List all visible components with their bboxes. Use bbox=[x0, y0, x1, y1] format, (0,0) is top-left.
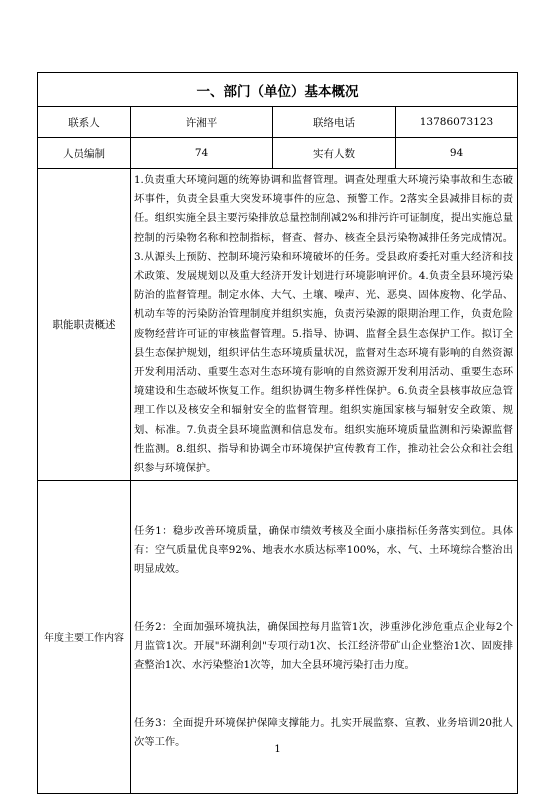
contact-label: 联系人 bbox=[38, 107, 131, 138]
staff-row bbox=[38, 138, 518, 169]
task-item: 任务1：稳步改善环境质量，确保市绩效考核及全面小康指标任务落实到位。具体有：空气质量优良率92%、地表水水质达标率100%，水、气、土环境综合整治出明显成效。 bbox=[134, 524, 513, 576]
section-title: 一、部门（单位）基本概况 bbox=[38, 73, 518, 107]
actual-staff-value: 94 bbox=[396, 138, 518, 169]
staff-label: 人员编制 bbox=[38, 138, 131, 169]
basic-info-section bbox=[37, 72, 517, 794]
task-item: 任务2：全面加强环境执法，确保国控每月监管1次，涉重涉化涉危重点企业每2个月监管1次。开展"环湖利剑"专项行动1次、长江经济带矿山企业整治1次、固废排查整治1次、水污染整治1次等，加大全县环境污染打击力度。 bbox=[134, 620, 513, 672]
phone-label: 联络电话 bbox=[273, 107, 396, 138]
task-item: 任务3：全面提升环境保护保障支撑能力。扎实开展监察、宣教、业务培训20批人次等工作。 bbox=[134, 716, 513, 748]
tasks-label: 年度主要工作内容 bbox=[38, 481, 131, 793]
duties-label: 职能职责概述 bbox=[38, 169, 131, 481]
staff-value: 74 bbox=[131, 138, 273, 169]
phone-value: 13786073123 bbox=[396, 107, 518, 138]
contact-row bbox=[38, 107, 518, 138]
page-number: 1 bbox=[274, 744, 281, 755]
basic-info-table bbox=[37, 72, 518, 794]
actual-staff-label: 实有人数 bbox=[273, 138, 396, 169]
contact-value: 许湘平 bbox=[131, 107, 273, 138]
duties-text: 1.负责重大环境问题的统筹协调和监督管理。调查处理重大环境污染事故和生态破坏事件，负责全县重大突发环境事件的应急、预警工作。2落实全县减排目标的责任。组织实施全县主要污染排放总量控制削减2%和排污许可证制度，提出实施总量控制的污染物名称和控制指标，督查、督办、核查全县污染物减排任务完成情况。3.从源头上预防、控制环境污染和环境破坏的任务。受县政府委托对重大经济和技术政策、发展规划以及重大经济开发计划进行环境影响评价。4.负责全县环境污染防治的监督管理。制定水体、大气、土壤、噪声、光、恶臭、固体废物、化学品、机动车等的污染防治管理制度并组织实施，负责污染源的限期治理工作，负责危险废物经营许可证的审核监督管理。5.指导、协调、监督全县生态保护工作。拟订全县生态保护规划，组织评估生态环境质量状况，监督对生态环境有影响的自然资源开发利用活动、重要生态对生态环境有影响的自然资源开发利用活动、重要生态环境建设和生态破坏恢复工作。组织协调生物多样性保护。6.负责全县核事故应急管理工作以及核安全和辐射安全的监督管理。组织实施国家核与辐射安全政策、规划、标准。7.负责全县环境监测和信息发布。组织实施环境质量监测和污染源监督性监测。8.组织、指导和协调全市环境保护宣传教育工作，推动社会公众和社会组织参与环境保护。 bbox=[131, 169, 518, 481]
duties-row bbox=[38, 169, 518, 481]
